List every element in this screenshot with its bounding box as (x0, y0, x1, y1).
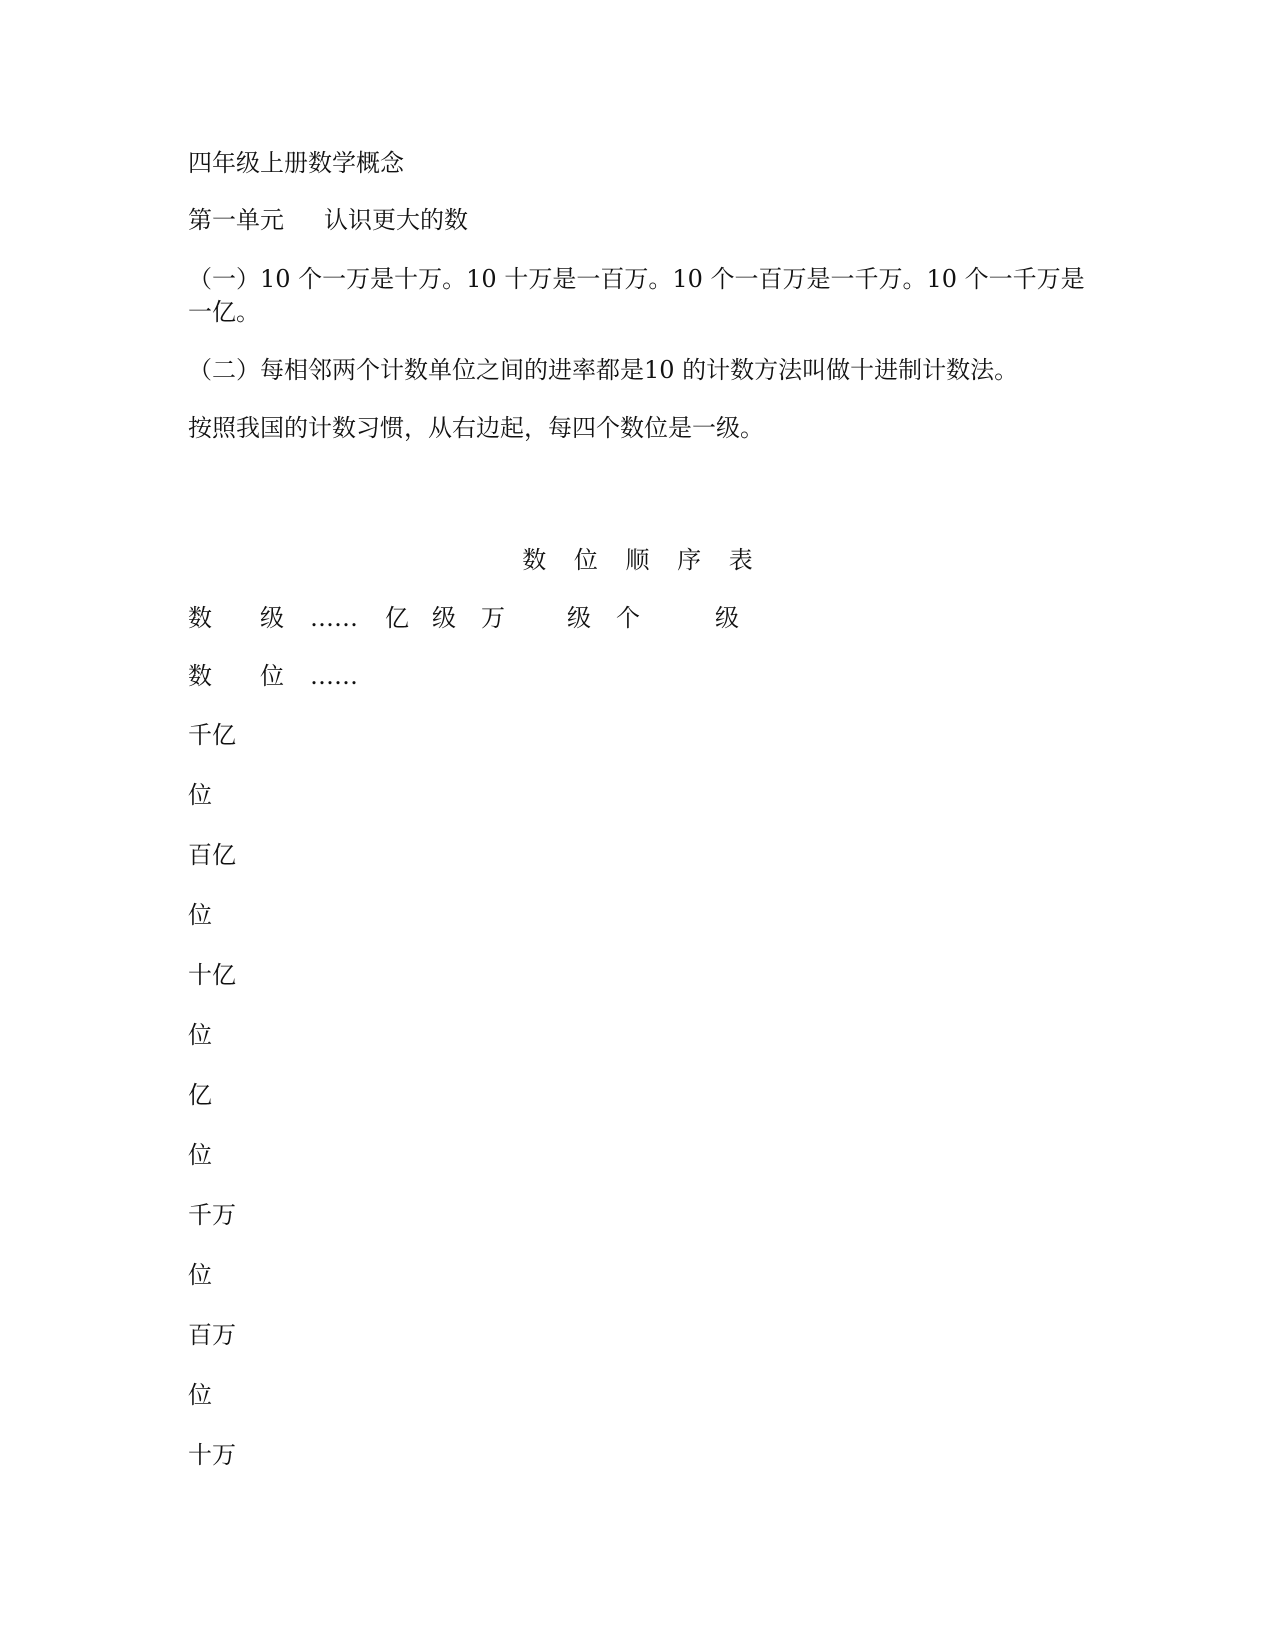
place-row-head-1: 数 (188, 662, 212, 690)
paragraph-2: （二）每相邻两个计数单位之间的进率都是10 的计数方法叫做十进制计数法。 (188, 356, 1019, 384)
unit-label: 第一单元 (188, 206, 284, 234)
table-title-char: 表 (728, 546, 753, 574)
place-line: 位 (188, 1021, 212, 1049)
level-ge-ji: 级 (715, 604, 739, 632)
place-line: 位 (188, 1261, 212, 1289)
level-yi: 亿 (385, 604, 409, 632)
unit-name: 认识更大的数 (324, 206, 468, 234)
table-title (0, 545, 1275, 575)
level-row-ellipsis: …… (310, 604, 358, 632)
place-line: 百万 (188, 1321, 236, 1349)
place-line: 位 (188, 781, 212, 809)
level-ge: 个 (616, 604, 640, 632)
unit-heading (188, 205, 468, 235)
table-title-char: 顺 (625, 546, 650, 574)
level-wan-ji: 级 (567, 604, 591, 632)
place-line: 位 (188, 1141, 212, 1169)
place-line: 十万 (188, 1441, 236, 1469)
place-line: 位 (188, 901, 212, 929)
place-line: 百亿 (188, 841, 236, 869)
place-line: 十亿 (188, 961, 236, 989)
place-row-ellipsis: …… (310, 662, 358, 690)
paragraph-1: （一）10 个一万是十万。10 十万是一百万。10 个一百万是一千万。10 个一千万是一亿。 (188, 265, 1085, 326)
level-row-head-1: 数 (188, 604, 212, 632)
table-title-char: 位 (573, 546, 598, 574)
place-line: 千亿 (188, 721, 236, 749)
document-title: 四年级上册数学概念 (188, 149, 404, 177)
paragraph-3: 按照我国的计数习惯，从右边起，每四个数位是一级。 (188, 414, 764, 442)
table-title-char: 序 (677, 546, 702, 574)
place-line: 千万 (188, 1201, 236, 1229)
level-yi-ji: 级 (432, 604, 456, 632)
place-line: 亿 (188, 1081, 212, 1109)
table-title-char: 数 (522, 546, 547, 574)
place-row-head-2: 位 (260, 662, 284, 690)
level-row-head-2: 级 (260, 604, 284, 632)
level-wan: 万 (481, 604, 505, 632)
place-line: 位 (188, 1381, 212, 1409)
